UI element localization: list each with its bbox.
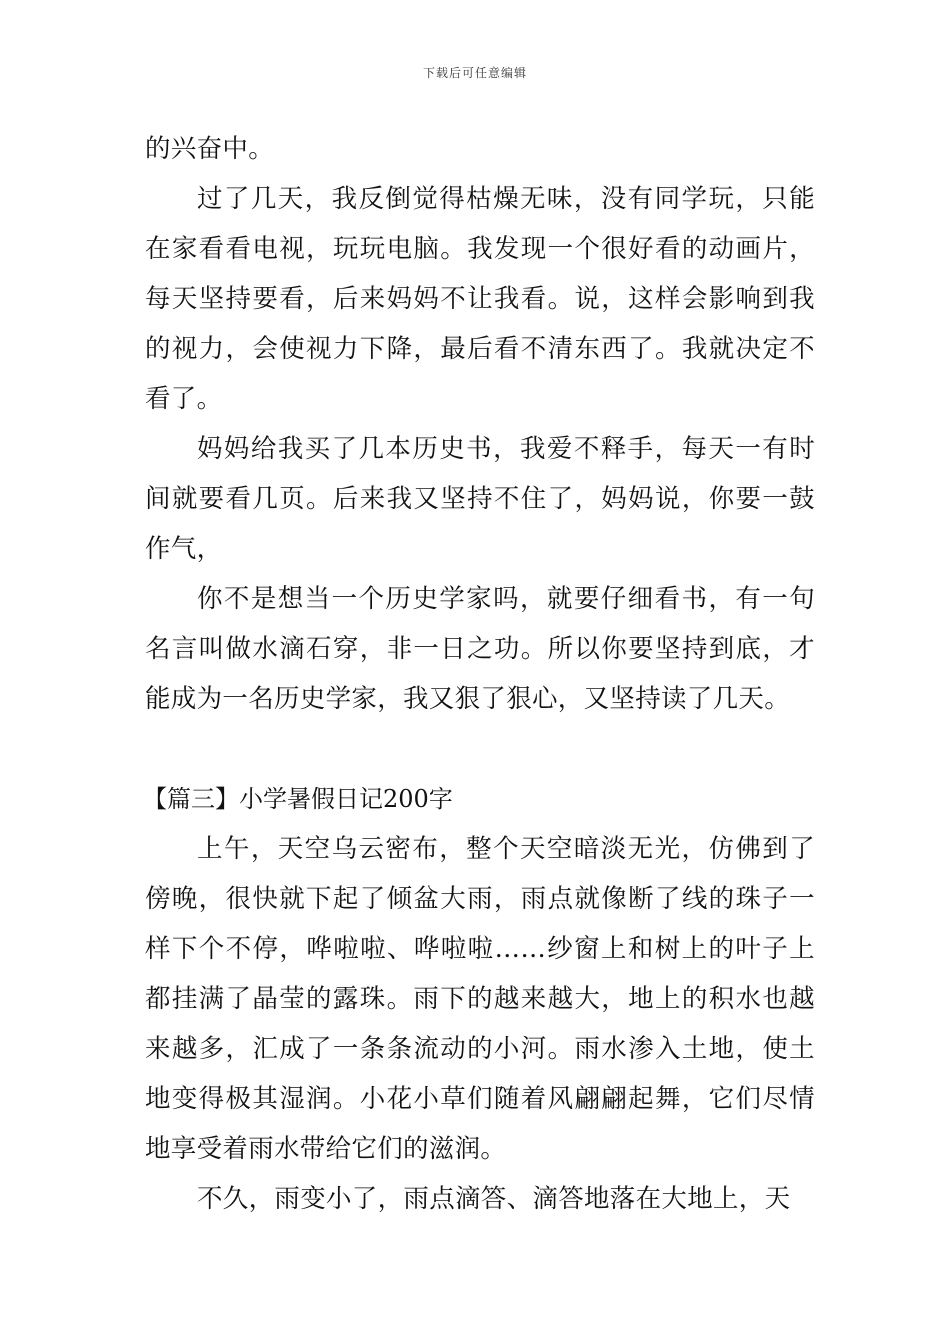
document-body bbox=[145, 124, 815, 1224]
paragraph: 上午，天空乌云密布，整个天空暗淡无光，仿佛到了傍晚，很快就下起了倾盆大雨，雨点就像断了线的珠子一样下个不停，哗啦啦、哗啦啦……纱窗上和树上的叶子上都挂满了晶莹的露珠。雨下的越来越大，地上的积水也越来越多，汇成了一条条流动的小河。雨水渗入土地，使土地变得极其湿润。小花小草们随着风翩翩起舞，它们尽情地享受着雨水带给它们的滋润。 bbox=[145, 834, 815, 1164]
paragraph: 不久，雨变小了，雨点滴答、滴答地落在大地上，天 bbox=[197, 1184, 791, 1214]
header-note: 下载后可任意编辑 bbox=[422, 66, 527, 80]
section-spacer bbox=[145, 724, 815, 774]
paragraph: 妈妈给我买了几本历史书，我爱不释手，每天一有时间就要看几页。后来我又坚持不住了，妈妈说，你要一鼓作气， bbox=[145, 434, 815, 564]
paragraph-continuation: 的兴奋中。 bbox=[145, 134, 275, 164]
paragraph: 过了几天，我反倒觉得枯燥无味，没有同学玩，只能在家看看电视，玩玩电脑。我发现一个很好看的动画片，每天坚持要看，后来妈妈不让我看。说，这样会影响到我的视力，会使视力下降，最后看不清东西了。我就决定不看了。 bbox=[145, 184, 815, 414]
section-title: 【篇三】小学暑假日记200字 bbox=[143, 785, 453, 813]
paragraph: 你不是想当一个历史学家吗，就要仔细看书，有一句名言叫做水滴石穿，非一日之功。所以你要坚持到底，才能成为一名历史学家，我又狠了狠心，又坚持读了几天。 bbox=[145, 584, 815, 714]
